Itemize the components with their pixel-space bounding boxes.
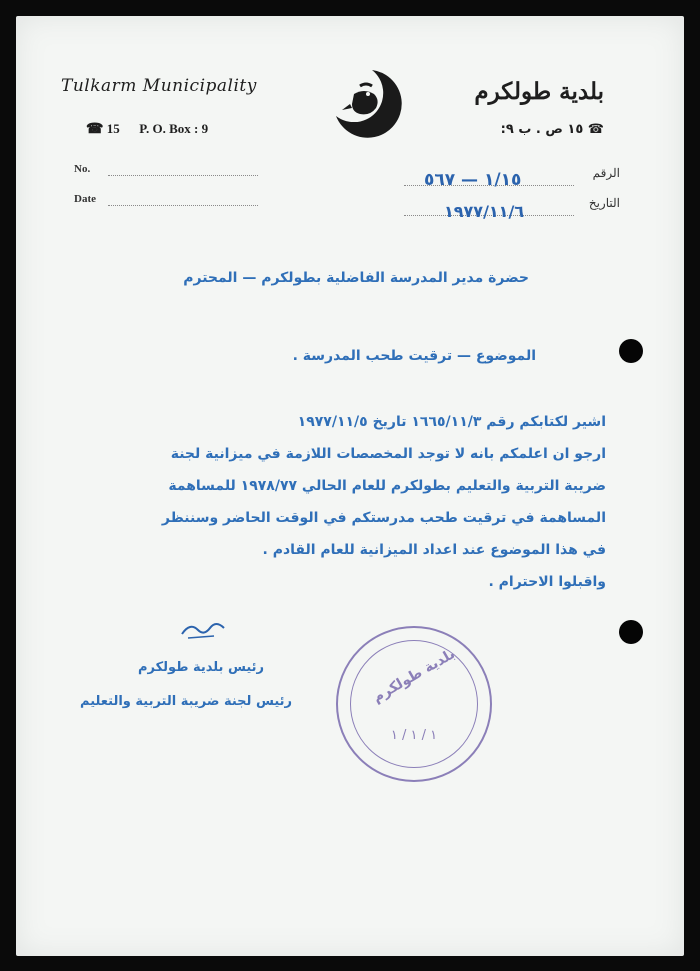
signature-title-2: رئيس لجنة ضريبة التربية والتعليم	[80, 694, 292, 709]
stamp-text: بلدية طولكرم	[370, 646, 458, 706]
punch-hole	[619, 339, 643, 363]
signature-title-1: رئيس بلدية طولكرم	[137, 660, 264, 675]
addressee-line: حضرة مدير المدرسة الفاضلية بطولكرم — المحترم	[183, 270, 529, 286]
telephone-icon: ☎	[86, 122, 104, 137]
letter-body	[86, 406, 606, 598]
handwritten-date: ١٩٧٧/١١/٦	[444, 202, 525, 221]
pobox-number: 9	[201, 121, 209, 136]
body-line: ضريبة التربية والتعليم بطولكرم للعام الحالي ١٩٧٨/٧٧ للمساهمة	[168, 478, 606, 494]
no-field-line	[108, 174, 258, 176]
telephone-number: 15	[106, 121, 120, 136]
date-label: Date	[74, 193, 96, 205]
municipality-logo-emblem	[324, 64, 408, 148]
arabic-contact-line: ☎ ١٥ ص . ب ٩:	[500, 122, 604, 137]
arabic-municipality-title: بلدية طولكرم	[474, 78, 604, 105]
body-line-closing: واقبلوا الاحترام .	[488, 574, 606, 590]
stamp-date: ١ / ١ / ١	[390, 728, 438, 743]
date-field-line	[108, 204, 258, 206]
english-municipality-title: Tulkarm Municipality	[61, 76, 257, 96]
no-label: No.	[74, 163, 91, 175]
body-line: المساهمة في ترقيت طحب مدرستكم في الوقت الحاضر وسننظر	[161, 510, 606, 526]
arabic-ref-label: الرقم	[592, 166, 620, 180]
body-line: ارجو ان اعلمكم بانه لا توجد المخصصات اللازمة في ميزانية لجنة	[170, 446, 606, 462]
body-line: اشير لكتابكم رقم ١٦٦٥/١١/٣ تاريخ ١٩٧٧/١١/٥	[297, 414, 606, 430]
body-line: في هذا الموضوع عند اعداد الميزانية للعام القادم .	[262, 542, 606, 558]
subject-line: الموضوع — ترقيت طحب المدرسة .	[292, 348, 536, 364]
arabic-date-label: التاريخ	[588, 196, 620, 210]
handwritten-reference-number: ١/١٥ — ٥٦٧	[424, 170, 522, 190]
letter-sheet	[16, 16, 684, 956]
signature-scribble	[178, 618, 228, 642]
english-contact-line	[86, 121, 208, 138]
municipality-rubber-stamp	[336, 626, 492, 782]
pobox-label: P. O. Box :	[139, 121, 199, 136]
punch-hole	[619, 620, 643, 644]
